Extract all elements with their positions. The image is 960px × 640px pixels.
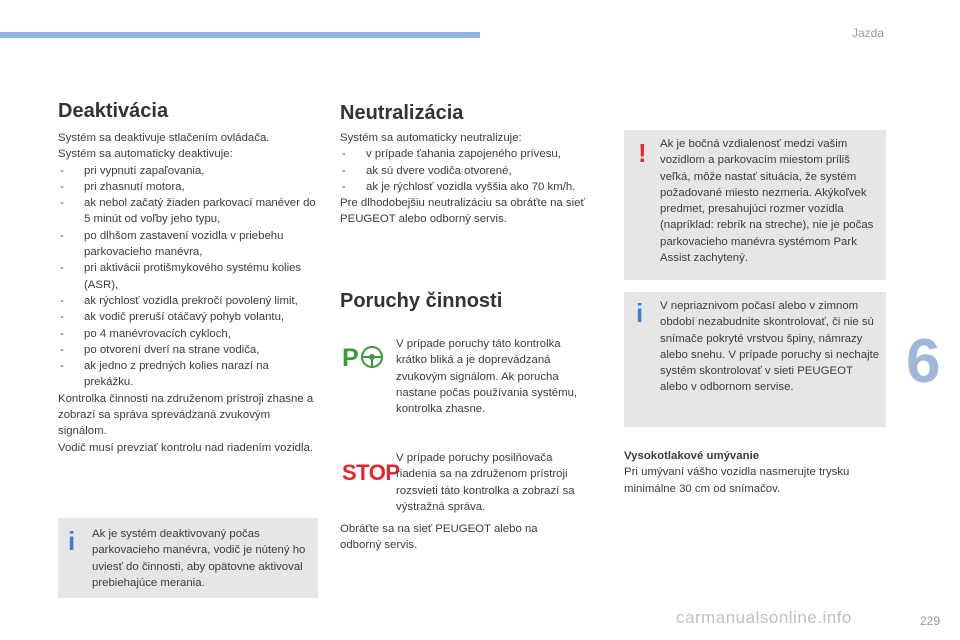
list-item: - po dlhšom zastavení vozidla v priebehu parkovacieho manévra, <box>58 228 320 261</box>
stop-warning-icon: STOP <box>342 460 400 485</box>
list-item: - ak rýchlosť vozidla prekročí povolený limit, <box>58 293 320 309</box>
section-label: Jazda <box>851 26 884 40</box>
list-item: - ak nebol začatý žiaden parkovací manéver do 5 minút od voľby jeho typu, <box>58 195 320 228</box>
list-item: - v prípade ťahania zapojeného prívesu, <box>340 146 602 162</box>
list-item: - ak sú dvere vodiča otvorené, <box>340 163 602 179</box>
deactivation-note-text: Ak je systém deaktivovaný počas parkovacieho manévra, vodič je nútený ho uviesť do činnosti, aby opätovne aktivoval prebiehajúce merania. <box>92 528 306 589</box>
warning-text: Ak je bočná vzdialenosť medzi vašim vozidlom a parkovacím miestom príliš veľká, môže nastať situácia, že systém požadované miesto nezmeria. Akýkoľvek predmet, presahujúci rozmer vozidla (napríklad: rebrík na streche), nie je počas parkovacieho manévra systémom Park Assist zachytený. <box>660 138 874 265</box>
list-item: - pri zhasnutí motora, <box>58 179 320 195</box>
faults-outro: Obráťte sa na sieť PEUGEOT alebo na odborný servis. <box>340 523 538 552</box>
warning-box <box>624 130 886 280</box>
list-item: - po otvorení dverí na strane vodiča, <box>58 342 320 358</box>
park-assist-letter: P <box>342 344 359 371</box>
neutralization-intro: Systém sa automaticky neutralizuje: <box>340 132 522 144</box>
neutralization-outro: Pre dlhodobejšiu neutralizáciu sa obráťte na sieť PEUGEOT alebo odborný servis. <box>340 197 585 226</box>
list-item: - pri aktivácii protišmykového systému kolies (ASR), <box>58 260 320 293</box>
high-pressure-section <box>624 448 886 497</box>
top-accent-bar <box>0 32 480 38</box>
list-item: - ak vodič preruší otáčavý pohyb volantu, <box>58 309 320 325</box>
deactivation-note-box <box>58 518 318 598</box>
deactivation-outro: Kontrolka činnosti na združenom prístroji zhasne a zobrazí sa správa sprevádzaná zvukovým signálom. <box>58 392 314 438</box>
neutralization-body <box>340 130 602 228</box>
deactivation-body <box>58 130 320 456</box>
watermark: carmanualsonline.info <box>676 608 852 627</box>
deactivation-intro-2: Systém sa automaticky deaktivuje: <box>58 148 233 161</box>
park-assist-warning-icon <box>342 343 386 376</box>
chapter-number: 6 <box>904 312 960 412</box>
deactivation-title: Deaktivácia <box>58 100 169 122</box>
info-box <box>624 292 886 427</box>
deactivation-outro-2: Vodič musí prevziať kontrolu nad riadením vozidla. <box>58 441 313 454</box>
warning-icon: ! <box>638 138 647 168</box>
high-pressure-title: Vysokotlakové umývanie <box>624 450 760 462</box>
list-item: - pri vypnutí zapaľovania, <box>58 163 320 179</box>
info-icon: i <box>636 298 644 328</box>
neutralization-title: Neutralizácia <box>340 102 464 124</box>
high-pressure-text: Pri umývaní vášho vozidla nasmerujte trysku minimálne 30 cm od snímačov. <box>624 466 850 495</box>
faults-title: Poruchy činnosti <box>340 290 503 312</box>
list-item: - ak je rýchlosť vozidla vyššia ako 70 km/h. <box>340 179 602 195</box>
info-text: V nepriaznivom počasí alebo v zimnom období nezabudnite skontrolovať, či nie sú snímače pokryté vrstvou špiny, námrazy alebo snehu. V prípade poruchy si nechajte systém skontrolovať v sieti PEUGEOT alebo v odbornom servise. <box>660 300 880 394</box>
fault-p-text: V prípade poruchy táto kontrolka krátko bliká a je doprevádzaná zvukovým signálom. Ak porucha nastane počas používania systému, kontrolka zhasne. <box>396 338 578 416</box>
fault-stop-text: V prípade poruchy posilňovača riadenia sa na združenom prístroji rozsvieti táto kontrolka a zobrazí sa výstražná správa. <box>396 452 575 513</box>
info-icon: i <box>68 526 76 556</box>
page-number: 229 <box>919 614 940 628</box>
deactivation-intro-1: Systém sa deaktivuje stlačením ovládača. <box>58 132 270 144</box>
list-item: - ak jedno z predných kolies narazí na prekážku. <box>58 358 320 391</box>
list-item: - po 4 manévrovacích cykloch, <box>58 326 320 342</box>
